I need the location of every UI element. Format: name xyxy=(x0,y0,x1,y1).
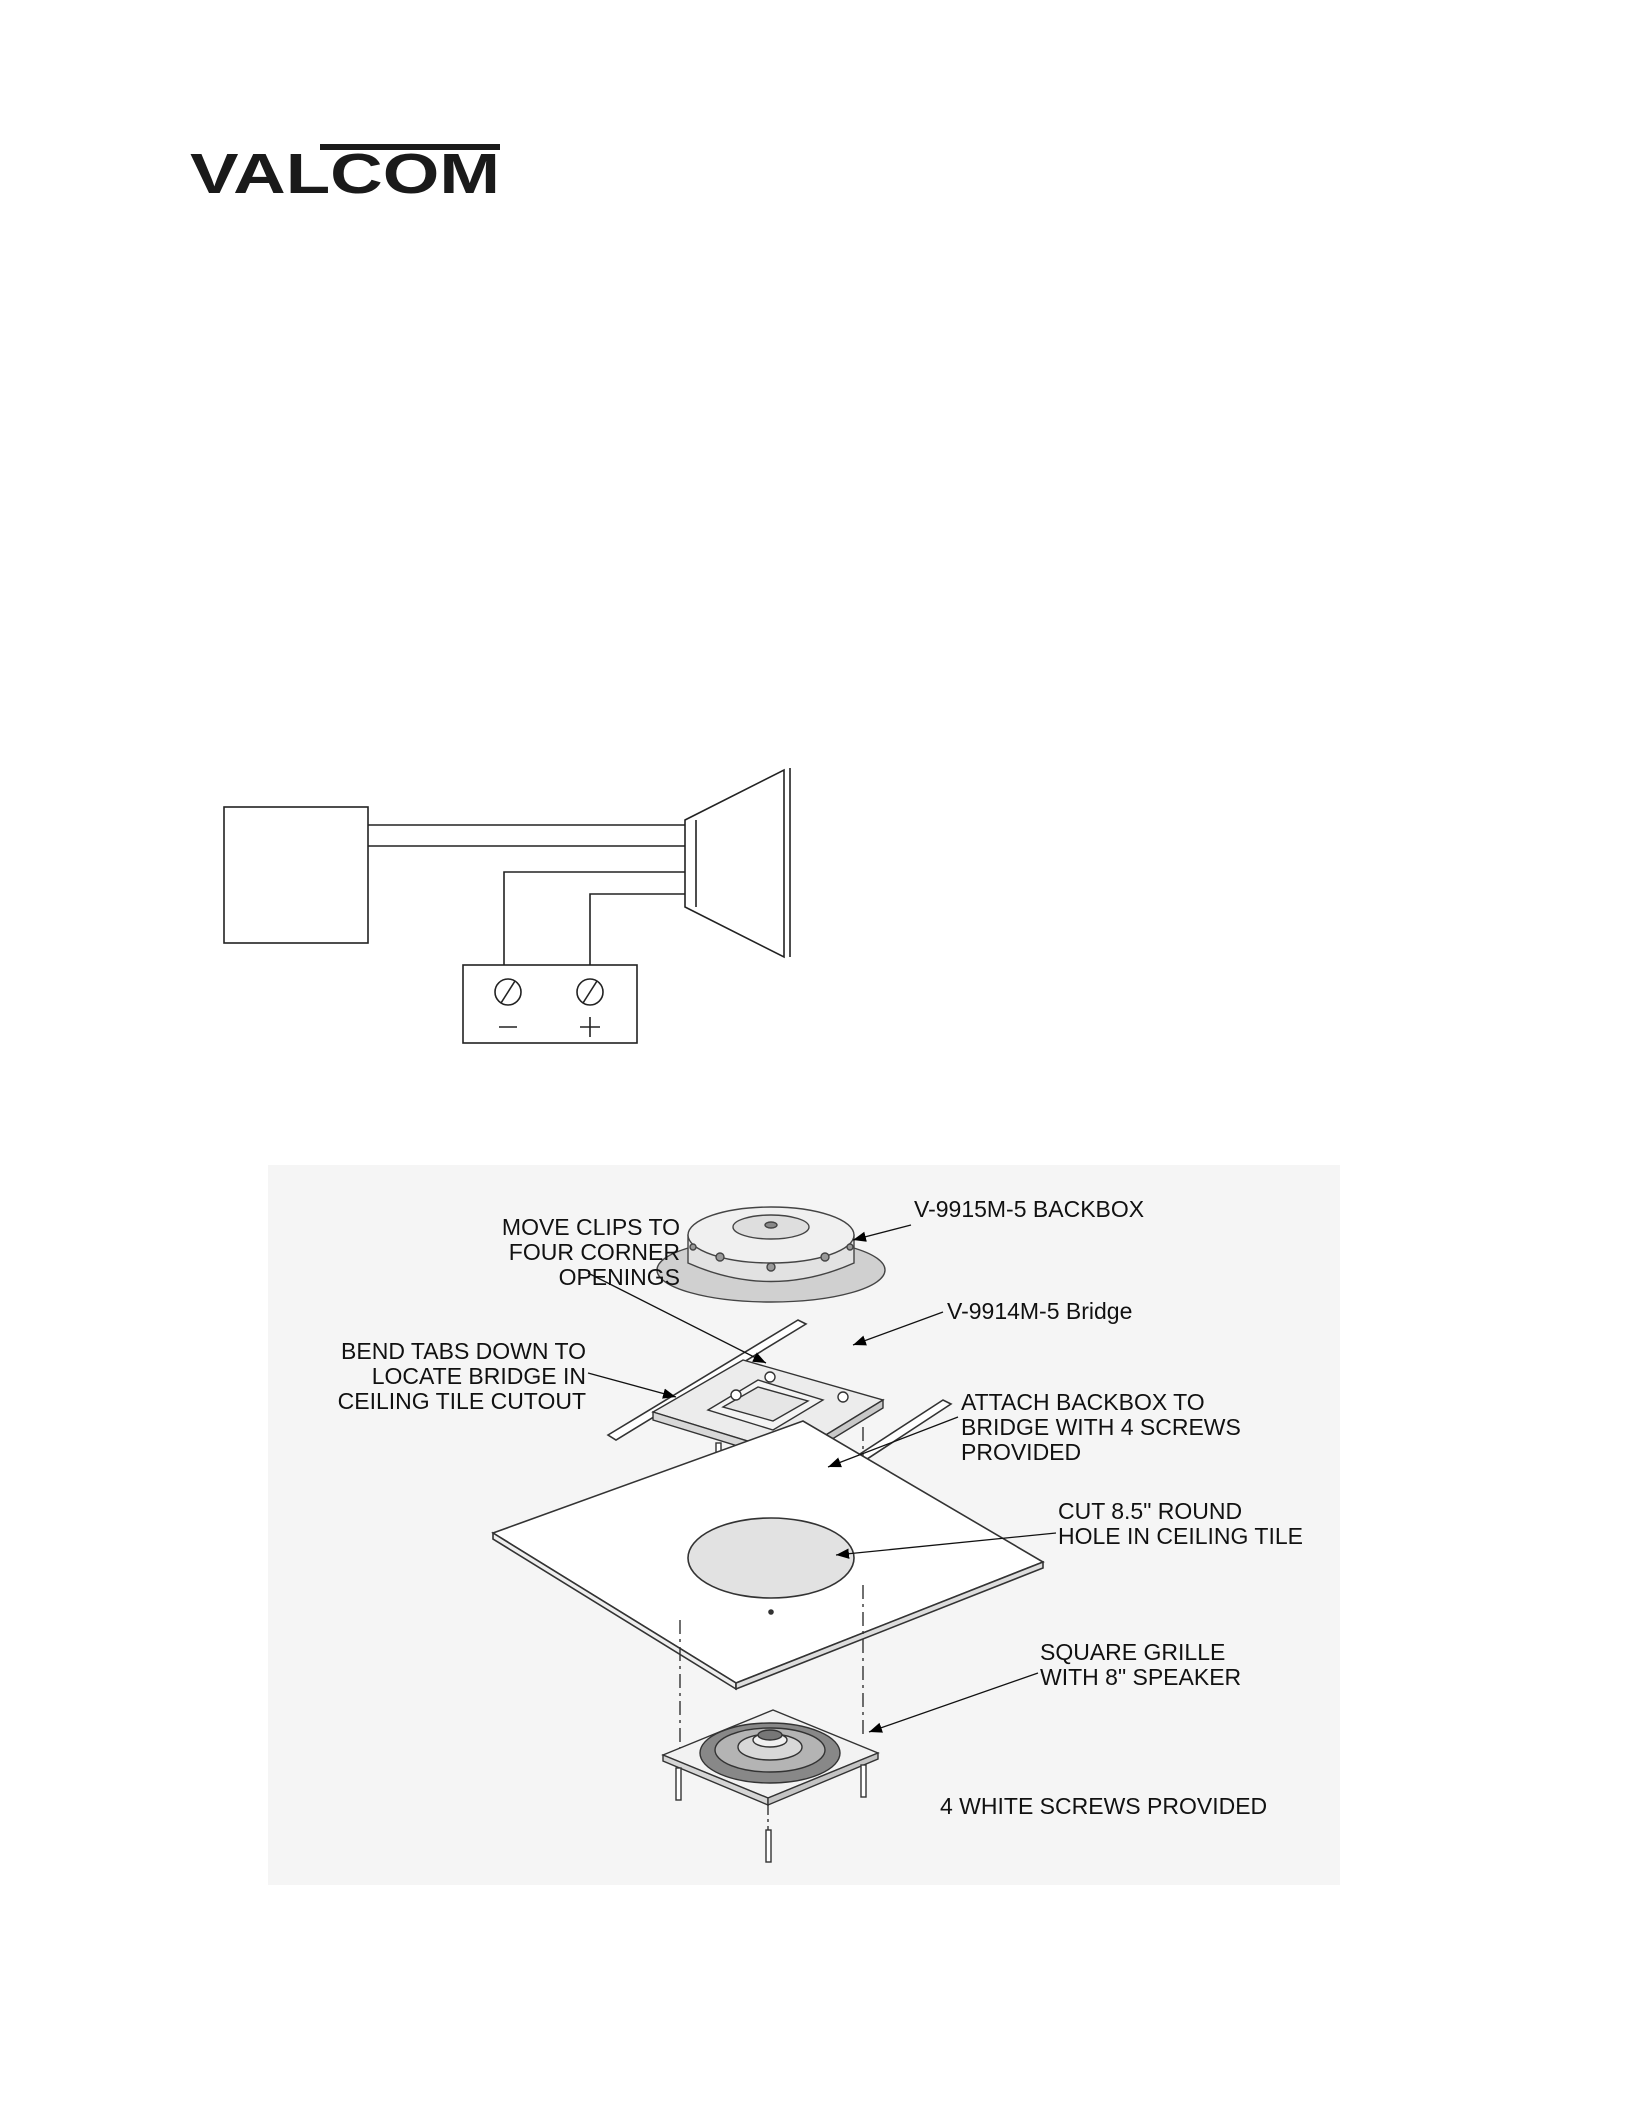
leader-bridge xyxy=(853,1312,943,1345)
installation-diagram xyxy=(268,1165,1340,1885)
amplifier-box xyxy=(224,807,368,943)
svg-text:VALCOM: VALCOM xyxy=(190,142,500,200)
backbox xyxy=(657,1207,885,1302)
label-bend-tabs: BEND TABS DOWN TO LOCATE BRIDGE IN CEILING TILE CUTOUT xyxy=(337,1338,586,1414)
leader-bend-tabs xyxy=(588,1373,676,1397)
grille-speaker xyxy=(663,1710,878,1805)
wire-negative xyxy=(504,872,685,965)
label-screws: 4 WHITE SCREWS PROVIDED xyxy=(940,1793,1268,1819)
label-grille: SQUARE GRILLE WITH 8" SPEAKER xyxy=(1040,1639,1242,1690)
speaker-horn xyxy=(685,770,784,957)
wiring-diagram xyxy=(210,765,810,1065)
label-cut-hole: CUT 8.5" ROUND HOLE IN CEILING TILE xyxy=(1058,1498,1303,1549)
terminal-block xyxy=(463,965,637,1043)
label-bridge: V-9914M-5 Bridge xyxy=(947,1298,1133,1324)
label-backbox: V-9915M-5 BACKBOX xyxy=(914,1196,1145,1222)
label-move-clips: MOVE CLIPS TO FOUR CORNER OPENINGS xyxy=(501,1214,680,1290)
leader-backbox xyxy=(853,1225,911,1240)
leader-grille xyxy=(869,1673,1038,1732)
wire-positive xyxy=(590,894,685,965)
ceiling-hole xyxy=(688,1518,854,1598)
valcom-logo xyxy=(190,140,500,200)
label-attach-backbox: ATTACH BACKBOX TO BRIDGE WITH 4 SCREWS PROVIDED xyxy=(961,1389,1241,1465)
